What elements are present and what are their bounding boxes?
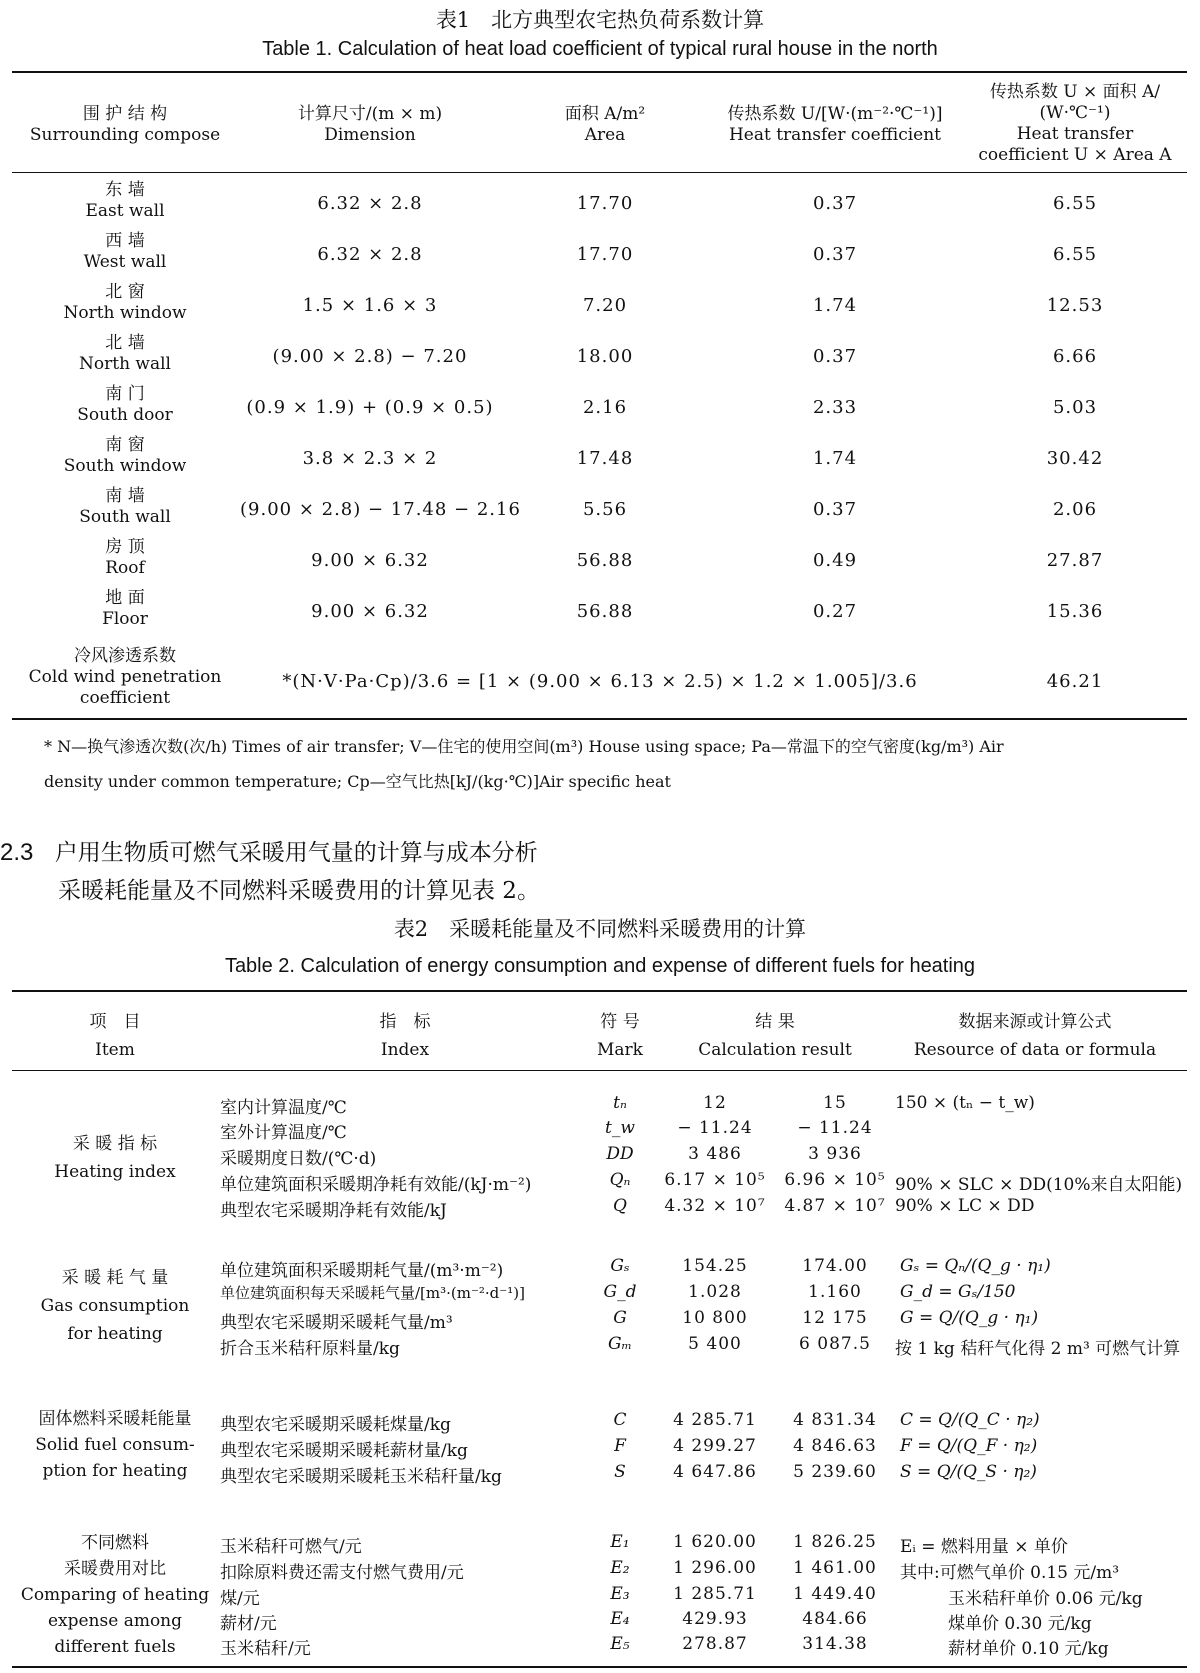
row-formula: G = Q/(Q_g · η₁): [900, 1308, 1039, 1328]
row-ua: 46.21: [1046, 671, 1104, 692]
header-dimension-cn: 计算尺寸/(m × m): [297, 104, 443, 124]
row-u: 0.37: [812, 499, 858, 520]
row-index: 室内计算温度/℃: [220, 1098, 347, 1118]
table1-top-rule: [12, 71, 1187, 73]
row-dimension: 6.32 × 2.8: [317, 244, 423, 265]
header-formula-cn: 数据来源或计算公式: [958, 1012, 1112, 1032]
row-result-1: 3 486: [688, 1144, 742, 1164]
row-name-en: Floor: [102, 609, 148, 629]
row-name-en: West wall: [83, 252, 167, 272]
group-name-en: Comparing of heating: [20, 1585, 210, 1605]
row-result-2: 12 175: [802, 1308, 868, 1328]
table2-caption-cn: 表2 采暖耗能量及不同燃料采暖费用的计算: [393, 917, 807, 941]
header-item-en: Item: [95, 1040, 135, 1060]
row-mark: tₙ: [613, 1093, 627, 1113]
row-formula: G_d = Gₛ/150: [900, 1282, 1016, 1302]
row-result-2: 4 846.63: [793, 1436, 877, 1456]
group-name-cn: 采 暖 耗 气 量: [61, 1268, 169, 1288]
row-result-1: 12: [703, 1093, 727, 1113]
table2-top-rule: [12, 990, 1187, 992]
row-dimension: (9.00 × 2.8) − 17.48 − 2.16: [240, 499, 521, 520]
row-index: 玉米秸秆/元: [220, 1639, 311, 1659]
header-area-en: Area: [584, 125, 626, 145]
row-name-en: South door: [77, 405, 173, 425]
table2-header-rule: [12, 1070, 1187, 1071]
row-u: 0.37: [812, 193, 858, 214]
header-formula-en: Resource of data or formula: [913, 1040, 1157, 1060]
row-index: 单位建筑面积每天采暖耗气量/[m³·(m⁻²·d⁻¹)]: [220, 1284, 525, 1302]
header-surrounding-en: Surrounding compose: [29, 125, 221, 145]
group-name-en: Heating index: [54, 1162, 176, 1182]
row-name-cn: 西 墙: [105, 231, 145, 251]
row-ua: 12.53: [1046, 295, 1104, 316]
row-ua: 6.55: [1052, 244, 1098, 265]
row-mark: G: [613, 1308, 627, 1328]
section-heading: [0, 834, 538, 867]
row-result-1: 4.32 × 10⁷: [664, 1196, 766, 1216]
group-name-en2: expense among: [47, 1611, 183, 1631]
header-ua-cn: 传热系数 U × 面积 A/: [989, 82, 1161, 102]
row-mark: DD: [606, 1144, 634, 1164]
row-index: 典型农宅采暖期采暖耗薪材量/kg: [220, 1441, 468, 1461]
row-mark: E₁: [610, 1532, 630, 1552]
row-name-en: North wall: [79, 354, 171, 374]
header-ua-en: Heat transfer: [1016, 124, 1134, 144]
row-dimension: 3.8 × 2.3 × 2: [302, 448, 438, 469]
group-name-en: Solid fuel consum-: [35, 1435, 195, 1455]
group-name-cn: 不同燃料: [81, 1533, 149, 1553]
row-name-en: Roof: [105, 558, 145, 578]
row-ua: 6.55: [1052, 193, 1098, 214]
row-result-1: − 11.24: [677, 1118, 753, 1138]
row-result-2: − 11.24: [797, 1118, 873, 1138]
row-result-2: 4 831.34: [793, 1410, 877, 1430]
row-ua: 2.06: [1052, 499, 1098, 520]
row-index: 典型农宅采暖期采暖耗气量/m³: [220, 1313, 453, 1333]
row-mark: E₂: [610, 1558, 630, 1578]
group-name-en2: ption for heating: [42, 1461, 188, 1481]
row-result-2: 314.38: [802, 1634, 868, 1654]
cold-wind-formula: *(N·V·Pa·Cp)/3.6 = [1 × (9.00 × 6.13 × 2.5) × 1.2 × 1.005]/3.6: [282, 671, 918, 692]
row-name-cn: 冷风渗透系数: [74, 646, 176, 666]
row-formula: 90% × SLC × DD(10%来自太阳能): [895, 1175, 1183, 1195]
header-u-en: Heat transfer coefficient: [728, 125, 942, 145]
row-u: 0.49: [812, 550, 858, 571]
row-result-1: 1.028: [688, 1282, 742, 1302]
row-result-1: 4 299.27: [673, 1436, 757, 1456]
row-area: 18.00: [576, 346, 634, 367]
table1-footnote-line2: density under common temperature; Cp—空气比热[kJ/(kg·℃)]Air specific heat: [44, 772, 671, 791]
row-name-cn: 北 墙: [105, 333, 145, 353]
row-formula: 薪材单价 0.10 元/kg: [948, 1639, 1109, 1659]
row-u: 2.33: [812, 397, 858, 418]
section-body: 采暖耗能量及不同燃料采暖费用的计算见表 2。: [58, 878, 540, 904]
row-mark: Q: [613, 1196, 627, 1216]
group-name-cn: 固体燃料采暖耗能量: [38, 1409, 192, 1429]
header-u-cn: 传热系数 U/[W·(m⁻²·℃⁻¹)]: [727, 104, 943, 124]
row-index: 单位建筑面积采暖期耗气量/(m³·m⁻²): [220, 1261, 504, 1281]
row-name-en: South window: [63, 456, 187, 476]
group-name-en3: different fuels: [54, 1637, 176, 1657]
row-area: 17.70: [576, 244, 634, 265]
section-title: 户用生物质可燃气采暖用气量的计算与成本分析: [54, 840, 538, 866]
table2-bottom-rule: [12, 1666, 1187, 1668]
row-dimension: 9.00 × 6.32: [311, 550, 429, 571]
row-u: 0.37: [812, 244, 858, 265]
row-mark: F: [614, 1436, 626, 1456]
row-area: 17.48: [576, 448, 634, 469]
row-formula: Gₛ = Qₙ/(Q_g · η₁): [900, 1256, 1051, 1276]
row-area: 7.20: [582, 295, 628, 316]
row-result-2: 4.87 × 10⁷: [784, 1196, 886, 1216]
row-ua: 15.36: [1046, 601, 1104, 622]
row-ua: 30.42: [1046, 448, 1104, 469]
row-result-1: 1 285.71: [673, 1584, 757, 1604]
row-mark: E₃: [610, 1584, 630, 1604]
row-result-1: 10 800: [682, 1308, 748, 1328]
header-ua-cn2: (W·℃⁻¹): [1039, 103, 1111, 123]
row-result-1: 1 620.00: [673, 1532, 757, 1552]
group-name-en: Gas consumption: [40, 1296, 190, 1316]
row-name-cn: 地 面: [105, 588, 145, 608]
row-name-cn: 北 窗: [105, 282, 145, 302]
row-mark: E₄: [610, 1609, 630, 1629]
section-number: 2.3: [0, 839, 34, 866]
table1-caption-en: Table 1. Calculation of heat load coefficient of typical rural house in the north: [262, 38, 938, 60]
row-result-1: 6.17 × 10⁵: [664, 1170, 766, 1190]
row-u: 0.37: [812, 346, 858, 367]
row-result-2: 5 239.60: [793, 1462, 877, 1482]
row-index: 薪材/元: [220, 1614, 277, 1634]
row-result-1: 4 285.71: [673, 1410, 757, 1430]
row-result-1: 5 400: [688, 1334, 742, 1354]
row-index: 煤/元: [220, 1589, 260, 1609]
row-result-1: 429.93: [682, 1609, 748, 1629]
row-ua: 5.03: [1052, 397, 1098, 418]
row-ua: 6.66: [1052, 346, 1098, 367]
row-result-1: 278.87: [682, 1634, 748, 1654]
row-dimension: 9.00 × 6.32: [311, 601, 429, 622]
row-index: 折合玉米秸秆原料量/kg: [220, 1339, 400, 1359]
table1-bottom-rule: [12, 718, 1187, 720]
group-name-en2: for heating: [67, 1324, 163, 1344]
table1-caption-cn: 表1 北方典型农宅热负荷系数计算: [435, 8, 765, 32]
row-name-en: East wall: [85, 201, 165, 221]
row-index: 采暖期度日数/(℃·d): [220, 1149, 377, 1169]
row-index: 室外计算温度/℃: [220, 1123, 347, 1143]
header-index-en: Index: [380, 1040, 430, 1060]
row-result-2: 6 087.5: [799, 1334, 871, 1354]
row-name-cn: 南 墙: [105, 486, 145, 506]
row-name-cn: 南 门: [105, 384, 145, 404]
row-formula: 玉米秸秆单价 0.06 元/kg: [948, 1589, 1143, 1609]
row-formula: 煤单价 0.30 元/kg: [948, 1614, 1092, 1634]
group-name-cn: 采 暖 指 标: [72, 1134, 158, 1154]
table1-header-rule: [12, 172, 1187, 173]
row-dimension: 1.5 × 1.6 × 3: [302, 295, 438, 316]
row-mark: E₅: [610, 1634, 630, 1654]
header-area-cn: 面积 A/m²: [564, 104, 646, 124]
row-ua: 27.87: [1046, 550, 1104, 571]
row-name-en: Cold wind penetration: [28, 667, 222, 687]
header-result-cn: 结 果: [755, 1012, 795, 1032]
row-mark: Qₙ: [609, 1170, 631, 1190]
header-index-cn: 指 标: [379, 1012, 431, 1032]
row-index: 单位建筑面积采暖期净耗有效能/(kJ·m⁻²): [220, 1175, 532, 1195]
row-name-en: South wall: [79, 507, 171, 527]
row-formula: S = Q/(Q_S · η₂): [900, 1462, 1037, 1482]
row-result-1: 154.25: [682, 1256, 748, 1276]
row-name-cn: 南 窗: [105, 435, 145, 455]
row-result-2: 1.160: [808, 1282, 862, 1302]
row-formula: F = Q/(Q_F · η₂): [900, 1436, 1038, 1456]
row-formula: 其中:可燃气单价 0.15 元/m³: [900, 1563, 1120, 1583]
row-name-cn: 房 顶: [105, 537, 145, 557]
row-area: 56.88: [576, 601, 634, 622]
row-area: 56.88: [576, 550, 634, 571]
row-mark: C: [613, 1410, 627, 1430]
row-u: 0.27: [812, 601, 858, 622]
row-result-2: 1 461.00: [793, 1558, 877, 1578]
row-area: 2.16: [582, 397, 628, 418]
row-formula: 按 1 kg 秸秆气化得 2 m³ 可燃气计算: [895, 1339, 1181, 1359]
row-formula: 150 × (tₙ − t_w): [895, 1093, 1035, 1113]
row-u: 1.74: [812, 295, 858, 316]
row-result-2: 6.96 × 10⁵: [784, 1170, 886, 1190]
row-index: 玉米秸秆可燃气/元: [220, 1537, 362, 1557]
row-formula: C = Q/(Q_C · η₂): [900, 1410, 1040, 1430]
row-mark: G_d: [603, 1282, 637, 1302]
group-name-cn2: 采暖费用对比: [64, 1559, 166, 1579]
row-result-2: 1 826.25: [793, 1532, 877, 1552]
header-mark-cn: 符 号: [600, 1012, 640, 1032]
header-mark-en: Mark: [597, 1040, 643, 1060]
row-dimension: 6.32 × 2.8: [317, 193, 423, 214]
table2-caption-en: Table 2. Calculation of energy consumption and expense of different fuels for heating: [224, 955, 976, 977]
row-result-2: 484.66: [802, 1609, 868, 1629]
row-index: 典型农宅采暖期采暖耗煤量/kg: [220, 1415, 451, 1435]
row-index: 扣除原料费还需支付燃气费用/元: [220, 1563, 464, 1583]
row-mark: Gₛ: [610, 1256, 630, 1276]
row-index: 典型农宅采暖期净耗有效能/kJ: [220, 1201, 447, 1221]
row-result-2: 174.00: [802, 1256, 868, 1276]
row-result-1: 4 647.86: [673, 1462, 757, 1482]
row-u: 1.74: [812, 448, 858, 469]
row-dimension: (9.00 × 2.8) − 7.20: [272, 346, 468, 367]
row-name-en: North window: [63, 303, 187, 323]
row-result-2: 15: [823, 1093, 847, 1113]
row-mark: t_w: [605, 1118, 635, 1138]
row-index: 典型农宅采暖期采暖耗玉米秸秆量/kg: [220, 1467, 502, 1487]
row-dimension: (0.9 × 1.9) + (0.9 × 0.5): [246, 397, 494, 418]
row-result-1: 1 296.00: [673, 1558, 757, 1578]
row-result-2: 1 449.40: [793, 1584, 877, 1604]
row-name-en2: coefficient: [79, 688, 171, 708]
row-mark: Gₘ: [607, 1334, 632, 1354]
table1-footnote-line1: * N—换气渗透次数(次/h) Times of air transfer; V—住宅的使用空间(m³) House using space; Pa—常温下的空气密度(kg/m³) Air: [44, 737, 1004, 756]
row-formula: 90% × LC × DD: [895, 1196, 1035, 1216]
row-formula: Eᵢ = 燃料用量 × 单价: [900, 1537, 1068, 1557]
header-result-en: Calculation result: [698, 1040, 852, 1060]
row-name-cn: 东 墙: [105, 180, 145, 200]
header-dimension-en: Dimension: [324, 125, 416, 145]
row-area: 5.56: [582, 499, 628, 520]
row-area: 17.70: [576, 193, 634, 214]
header-item-cn: 项 目: [89, 1012, 141, 1032]
header-surrounding-cn: 围 护 结 构: [82, 104, 168, 124]
header-ua-en2: coefficient U × Area A: [978, 145, 1172, 165]
row-result-2: 3 936: [808, 1144, 862, 1164]
row-mark: S: [614, 1462, 626, 1482]
